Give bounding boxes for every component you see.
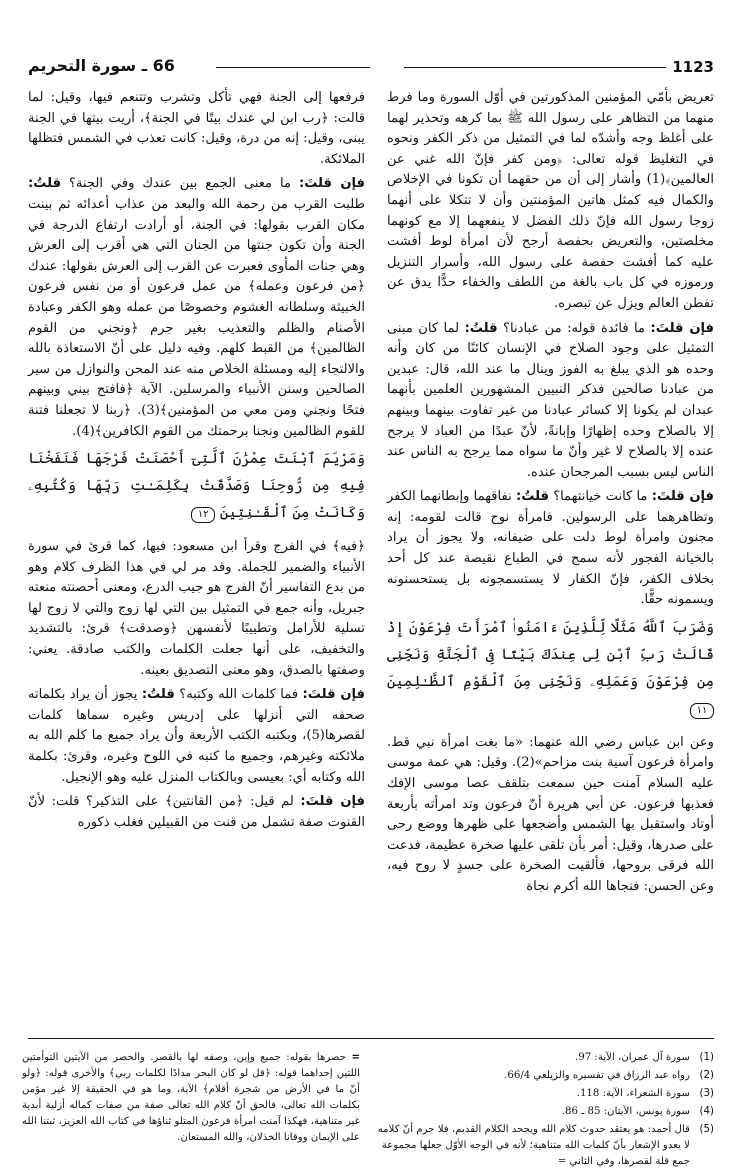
question-lead: فإن قلتَ: — [302, 687, 366, 703]
question-lead: فإن قلتَ: — [298, 176, 365, 192]
question-paragraph — [28, 174, 365, 442]
footnote-separator — [28, 1038, 714, 1039]
header-rule-right — [404, 67, 666, 68]
quran-verse — [28, 446, 365, 527]
page-number: 1123 — [672, 58, 714, 76]
footnote-text: حصرها بقوله: جميع وإين، وصفه لها بالقصر. والحصر من الآيتين التوأمتين اللتين إحداهما قوله: ﴿قل لو كان البحر مدادًا لكلمات ربي﴾ والأخرى قوله: ﴿ولو أنّ ما في الأرض من شجرة أقلام﴾ الآية، وما هو في الحقيقة إلا غير مؤمن بكلمات الله تعالى، فالحق أنّ كلام الله تعالى صفة من صفات كماله أزلية أبدية غير متناهية، فهكذا آمنت امرأة فرعون المتلو ثناؤها في كتاب الله العزيز، ثبتنا الله على الإيمان ووقانا الخذلان، والله المستعان. — [22, 1052, 360, 1143]
footnote-text: سورة يونس، الآيتان: 85 ـ 86. — [561, 1106, 690, 1117]
verse-number: ١٢ — [191, 507, 215, 523]
answer-text: طلبت القرب من رحمة الله والبعد من عذاب أعدائه ثم بينت مكان القرب بقولها: في الجنة، أو أرادت ارتفاع الدرجة في الجنة وأن تكون جنتها من الجنان التي هي أقرب إلى العرش وهي جنات المأوى فعبرت عن القرب إلى العرش بقولها: عندك ﴿من فرعون وعمله﴾ من عمل فرعون أو من نفس فرعون الخبيثة وسلطانه الغشوم وخصوصًا من عمله وهو الكفر وعبادة الأصنام والظلم والتعذيب بغير جرم ﴿ونجني من القوم الظالمين﴾ من القبط كلهم. وفيه دليل على أنّ الاستعاذة بالله والالتجاء إليه ومسئلة الخلاص منه عند المحن والنوازل من سير الصالحين وسنن الأنبياء والمرسلين. الآية ﴿فافتح بيني وبينهم فتحًا ونجني ومن معي من المؤمنين﴾(3). ﴿ربنا لا تجعلنا فتنة للقوم الظالمين ونجنا برحمتك من القوم الكافرين﴾(4). — [28, 196, 365, 439]
surah-title: 66 ـ سورة التحريم — [28, 56, 175, 75]
footnotes-right — [369, 1050, 714, 1172]
answer-lead: قلتُ: — [515, 489, 550, 505]
answer-text: لما كان مبنى التمثيل على وجود الصلاح في الإنسان كائنًا من كان وأنه وحده هو الذي يبلغ به الفوز وينال ما عند الله، قال: عبدين من عبادنا صالحين فذكر النبيين المشهورين العلمين بأنهما عبدان لم يكونا إلا كسائر عبادنا من غير تفاوت بينهما وبينهم إلا بالصلاح وحده إظهارًا وإبانةً، لأنّ عبدًا من العباد لا يرجح عنده إلا بالصلاح لا غير وأنّ ما سواه مما يرجح به الناس عند الناس ليس بسبب المرجحان عنده. — [387, 320, 714, 480]
answer-lead: قلتُ: — [464, 320, 498, 336]
footnote-text: سورة آل عمران، الآية: 97. — [574, 1052, 690, 1063]
answer-lead: قلتُ: — [141, 687, 175, 703]
question-paragraph — [28, 792, 365, 833]
answer-text: نفاقهما وإبطانهما الكفر وتظاهرهما على الرسولين. فامرأة نوح قالت لقومه: إنه مجنون وامرأة لوط دلت على ضيفانه، ولا يجوز أن يراد بالخيانة الفجور لأنه سمج في الطباع نقيصة عند كل أحد بخلاف الكفر، فإنّ الكفار لا يستسمجونه بل يستحسنونه ويسمونه حقًّا. — [387, 489, 714, 608]
question-lead: فإن قلتَ: — [650, 320, 715, 336]
footnote-text: قال أحمد: هو يعتقد حدوث كلام الله ويجحد الكلام القديم، فلا جرم أنّ كلامه لا يعدو الإشعار بأنّ كلمات الله متناهية؛ لأنه في الوجه الأوّل جعلها مجموعة جمع قلة لقصرها، وفي الثاني = — [377, 1124, 690, 1167]
footnote — [369, 1104, 714, 1120]
footnote-number: (1) — [699, 1052, 714, 1063]
footnote — [369, 1086, 714, 1102]
continuation-mark: = — [351, 1052, 360, 1063]
footnote — [369, 1050, 714, 1066]
answer-lead: قلتُ: — [28, 176, 62, 192]
verse-number: ١١ — [690, 703, 714, 719]
question-paragraph — [28, 685, 365, 788]
footnote-text: رواه عبد الرزاق في تفسيره والزيلعي 66/4. — [504, 1070, 690, 1081]
right-column — [387, 88, 714, 902]
answer-text: يجوز أن يراد بكلماته صحفه التي أنزلها على إدريس وغيره سماها كلمات لقصرها(5)، وبكتبه الكتب الأربعة وأن يراد جميع ما كلم الله به ملائكته وغيرهم، وجميع ما كتبه في اللوح وغيره، وقرئ: بكلمة الله وكتابه أي: بعيسى وبالكتاب المنزل عليه وهو الإنجيل. — [28, 687, 365, 785]
verse-text: وَمَرْيَمَ ٱبْنَتَ عِمْرَٰنَ ٱلَّتِىٓ أَحْصَنَتْ فَرْجَهَا فَنَفَخْنَا فِيهِ مِن رُّوحِنَا وَصَدَّقَتْ بِكَلِمَـٰتِ رَبِّهَا وَكُتُبِهِۦ وَكَانَتْ مِنَ ٱلْقَـٰنِتِينَ — [28, 451, 365, 522]
paragraph: وعن ابن عباس رضي الله عنهما: «ما بغت امرأة نبي قط. وامرأة فرعون آسية بنت مزاحم»(2). وقيل: هي عمة موسى عليه السلام آمنت حين سمعت بتلقف عصا موسى الإفك فعذبها فرعون. عن أبي هريرة أنّ فرعون وتد امرأته بأربعة أوتاد واستقبل بها الشمس وأضجعها على ظهرها ووضع رحى على صدرها، وقيل: أمر بأن تلقى عليها صخرة عظيمة، فدعت الله فرقى بروحها، فألقيت الصخرة على جسدٍ لا روح فيه، وعن الحسن: فنجاها الله أكرم نجاة — [387, 734, 714, 894]
footnote-continuation — [22, 1050, 360, 1146]
question-text: لم قيل: ﴿من القانتين﴾ على التذكير؟ قلت: — [51, 794, 294, 810]
question-lead: فإن قلتَ: — [651, 489, 714, 505]
verse-text: وَضَرَبَ ٱللَّهُ مَثَلًا لِّلَّذِينَ ءَامَنُوا۟ ٱمْرَأَتَ فِرْعَوْنَ إِذْ قَالَتْ رَبِّ ٱبْنِ لِى عِندَكَ بَيْتًا فِى ٱلْجَنَّةِ وَنَجِّنِى مِن فِرْعَوْنَ وَعَمَلِهِۦ وَنَجِّنِى مِنَ ٱلْقَوْمِ ٱلظَّـٰلِمِينَ — [387, 619, 714, 690]
quran-verse — [387, 615, 714, 723]
footnote-number: (4) — [699, 1106, 714, 1117]
paragraph: تعريض بأمّي المؤمنين المذكورتين في أوّل السورة وما فرط منهما من التظاهر على رسول الله ﷺ بما كرهه وتحذير لهما على أغلظ وجه وأشدّه لما في التمثيل من ذكر الكفر ونحوه في التغليظ قوله تعالى: ﴿ومن كفر فإنّ الله غني عن العالمين﴾(1) وأشار إلى أن من حقهما أن تكونا في الإخلاص والكمال فيه كمثل هاتين المؤمنتين وأن لا تتكلا على أنهما زوجا رسول الله فإنّ ذلك الفضل لا ينفعهما إلا مع كونهما مخلصتين، والتعريض بحفصة أرجح لأن امرأة لوط أفشت عليه كما أفشت حفصة على رسول الله، وأسرار التنزيل ورموزه في كل باب بالغة من اللطف والخفاء حدًّا يدق عن تفطن العالم ويزل عن تبصره. — [387, 90, 714, 311]
footnote-number: (5) — [699, 1124, 714, 1135]
question-paragraph — [387, 487, 714, 611]
footnote-number: (2) — [699, 1070, 714, 1081]
question-text: ما كانت خيانتهما؟ — [553, 489, 648, 505]
footnote — [369, 1068, 714, 1084]
footnote-text: سورة الشعراء، الآية: 118. — [576, 1088, 690, 1099]
paragraph: ﴿فيه﴾ في الفرج وقرأ ابن مسعود: فيها، كما قرئ في سورة الأنبياء والضمير للجملة. وقد مر لي في هذا الظرف كلام وهو من بدع التفاسير أنّ الفرج هو جيب الدرع، ومعنى أحصنته منعته جبريل، وأنه جمع في التمثيل بين التي لها زوج والتي لا زوج لها تسلية للأرامل وتطييبًا لأنفسهن ﴿وصدقت﴾ قرئ: بالتشديد والتخفيف، على أنها جعلت الكلمات والكتب صادقة. يعني: وصفتها بالصدق، وهو معنى التصديق بعينه. — [28, 539, 365, 678]
footnote — [369, 1122, 714, 1170]
question-lead: فإن قلتَ: — [300, 794, 365, 810]
question-text: ما فائدة قوله: من عبادنا؟ — [503, 320, 646, 336]
header-rule-left — [216, 67, 370, 68]
paragraph: فرفعها إلى الجنة فهي تأكل وتشرب وتتنعم فيها، وقيل: لما قالت: ﴿رب ابن لي عندك بيتًا في الجنة﴾، أريت بيتها في الجنة يبنى، وقيل: إنه من درة، وقيل: كانت تعذب في الشمس فتظلها الملائكة. — [28, 90, 365, 167]
page-header — [28, 56, 714, 82]
question-text: ما معنى الجمع بين عندك وفي الجنة؟ — [68, 176, 291, 192]
left-column — [28, 88, 365, 837]
question-paragraph — [387, 319, 714, 484]
footnote-number: (3) — [699, 1088, 714, 1099]
question-text: فما كلمات الله وكتبه؟ — [179, 687, 299, 703]
answer-text: لأنّ القنوت صفة تشمل من قنت من القبيلين فغلب ذكوره — [28, 794, 365, 830]
